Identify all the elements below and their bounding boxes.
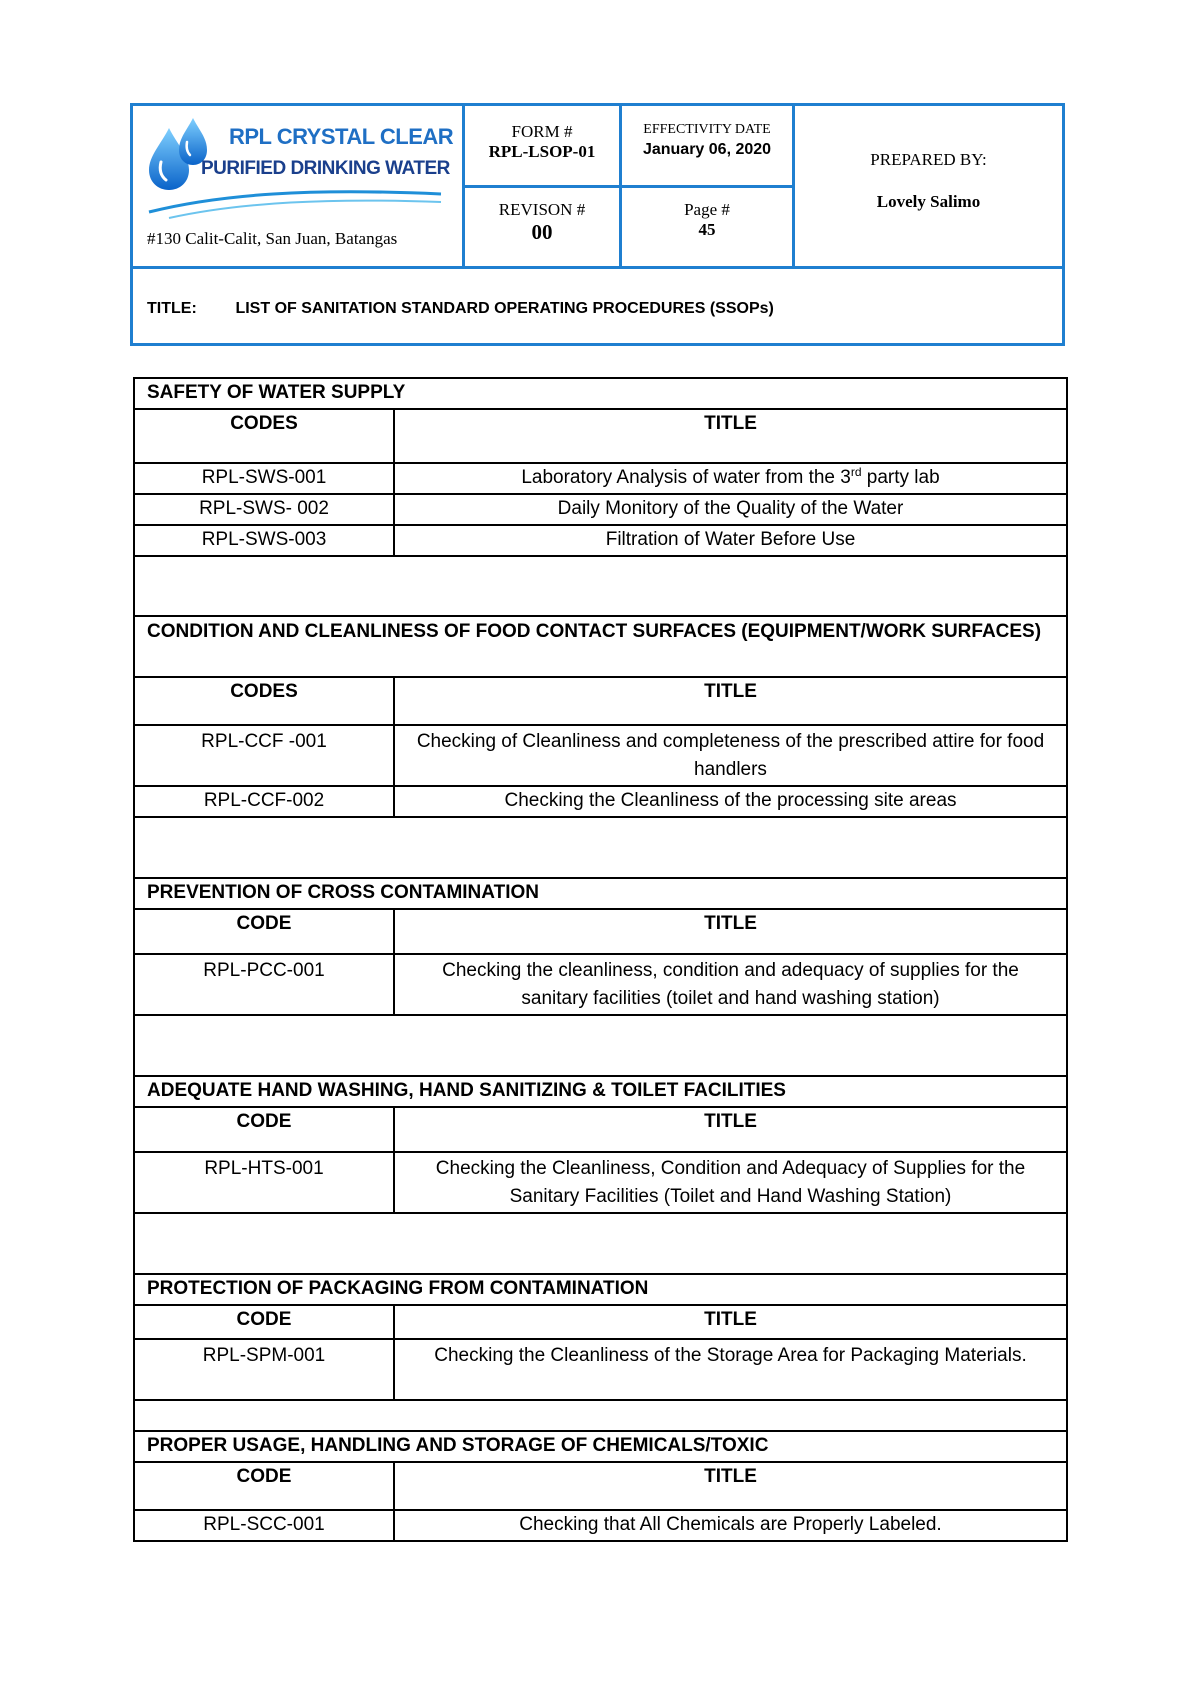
- document-title-cell: [133, 266, 1062, 343]
- form-number-cell: [465, 106, 622, 188]
- spacer-row: [134, 1015, 1067, 1076]
- table-row: [134, 725, 1067, 786]
- effectivity-date-value: January 06, 2020: [642, 141, 772, 158]
- code-column-header: CODE: [134, 1462, 394, 1510]
- revision-number-label: REVISON #: [498, 200, 586, 219]
- prepared-by-label: PREPARED BY:: [870, 150, 987, 169]
- table-row: [134, 786, 1067, 817]
- codes-column-header: CODES: [134, 677, 394, 725]
- code-cell: RPL-SWS-003: [134, 525, 394, 556]
- title-cell: Checking the cleanliness, condition and adequacy of supplies for the sanitary facilities (toilet and hand washing station): [394, 954, 1067, 1015]
- code-cell: RPL-SCC-001: [134, 1510, 394, 1541]
- brand-tagline: PURIFIED DRINKING WATER: [201, 158, 450, 179]
- code-cell: RPL-SWS- 002: [134, 494, 394, 525]
- title-label: TITLE:: [147, 300, 197, 317]
- section-heading-row: [134, 878, 1067, 909]
- code-column-header: CODE: [134, 1107, 394, 1152]
- table-row: [134, 525, 1067, 556]
- section-heading-row: [134, 616, 1067, 677]
- code-cell: RPL-CCF -001: [134, 725, 394, 786]
- ssop-table: [133, 377, 1068, 1542]
- title-cell: Filtration of Water Before Use: [394, 525, 1067, 556]
- spacer-row: [134, 1400, 1067, 1431]
- code-column-header: CODE: [134, 909, 394, 954]
- section-heading: PREVENTION OF CROSS CONTAMINATION: [134, 878, 1067, 909]
- company-address: #130 Calit-Calit, San Juan, Batangas: [147, 229, 398, 248]
- section-heading: PROTECTION OF PACKAGING FROM CONTAMINATION: [134, 1274, 1067, 1305]
- section-heading-row: [134, 1274, 1067, 1305]
- brand-name: RPL CRYSTAL CLEAR: [229, 124, 454, 149]
- section-heading-row: [134, 1431, 1067, 1462]
- spacer-row: [134, 817, 1067, 878]
- title-cell: Checking the Cleanliness of the Storage Area for Packaging Materials.: [394, 1339, 1067, 1400]
- title-cell: Laboratory Analysis of water from the 3rd party lab: [394, 463, 1067, 494]
- section-heading: PROPER USAGE, HANDLING AND STORAGE OF CHEMICALS/TOXIC: [134, 1431, 1067, 1462]
- page-number-value: 45: [698, 220, 716, 239]
- code-cell: RPL-HTS-001: [134, 1152, 394, 1213]
- effectivity-date-cell: [622, 106, 795, 188]
- prepared-by-cell: [795, 106, 1062, 266]
- code-cell: RPL-CCF-002: [134, 786, 394, 817]
- section-heading-row: [134, 1076, 1067, 1107]
- table-row: [134, 1510, 1067, 1541]
- revision-number-cell: [465, 188, 622, 266]
- column-header-row: [134, 409, 1067, 463]
- codes-column-header: CODES: [134, 409, 394, 463]
- section-heading: ADEQUATE HAND WASHING, HAND SANITIZING & TOILET FACILITIES: [134, 1076, 1067, 1107]
- column-header-row: [134, 909, 1067, 954]
- title-cell: Checking that All Chemicals are Properly Labeled.: [394, 1510, 1067, 1541]
- revision-number-value: 00: [531, 220, 553, 244]
- code-cell: RPL-SWS-001: [134, 463, 394, 494]
- form-number-value: RPL-LSOP-01: [488, 142, 596, 161]
- title-column-header: TITLE: [394, 1462, 1067, 1510]
- title-cell: Checking of Cleanliness and completeness of the prescribed attire for food handlers: [394, 725, 1067, 786]
- title-cell: Checking the Cleanliness, Condition and Adequacy of Supplies for the Sanitary Facilities (Toilet and Hand Washing Station): [394, 1152, 1067, 1213]
- form-number-label: FORM #: [511, 122, 573, 141]
- table-row: [134, 463, 1067, 494]
- title-column-header: TITLE: [394, 1305, 1067, 1339]
- section-heading: SAFETY OF WATER SUPPLY: [134, 378, 1067, 409]
- table-row: [134, 1152, 1067, 1213]
- title-cell: Daily Monitory of the Quality of the Water: [394, 494, 1067, 525]
- title-column-header: TITLE: [394, 1107, 1067, 1152]
- section-heading-row: [134, 378, 1067, 409]
- document-header: [130, 103, 1065, 346]
- column-header-row: [134, 677, 1067, 725]
- section-heading: CONDITION AND CLEANLINESS OF FOOD CONTACT SURFACES (EQUIPMENT/WORK SURFACES): [134, 616, 1067, 677]
- table-row: [134, 1339, 1067, 1400]
- page-number-cell: [622, 188, 795, 266]
- column-header-row: [134, 1107, 1067, 1152]
- document-title: LIST OF SANITATION STANDARD OPERATING PROCEDURES (SSOPs): [235, 300, 774, 317]
- spacer-row: [134, 556, 1067, 616]
- prepared-by-value: Lovely Salimo: [876, 192, 981, 211]
- code-column-header: CODE: [134, 1305, 394, 1339]
- title-column-header: TITLE: [394, 909, 1067, 954]
- code-cell: RPL-SPM-001: [134, 1339, 394, 1400]
- column-header-row: [134, 1305, 1067, 1339]
- title-cell: Checking the Cleanliness of the processing site areas: [394, 786, 1067, 817]
- title-column-header: TITLE: [394, 677, 1067, 725]
- table-row: [134, 494, 1067, 525]
- page-number-label: Page #: [684, 200, 730, 219]
- code-cell: RPL-PCC-001: [134, 954, 394, 1015]
- title-column-header: TITLE: [394, 409, 1067, 463]
- table-row: [134, 954, 1067, 1015]
- column-header-row: [134, 1462, 1067, 1510]
- spacer-row: [134, 1213, 1067, 1274]
- effectivity-date-label: EFFECTIVITY DATE: [643, 122, 771, 137]
- logo-cell: [133, 106, 465, 266]
